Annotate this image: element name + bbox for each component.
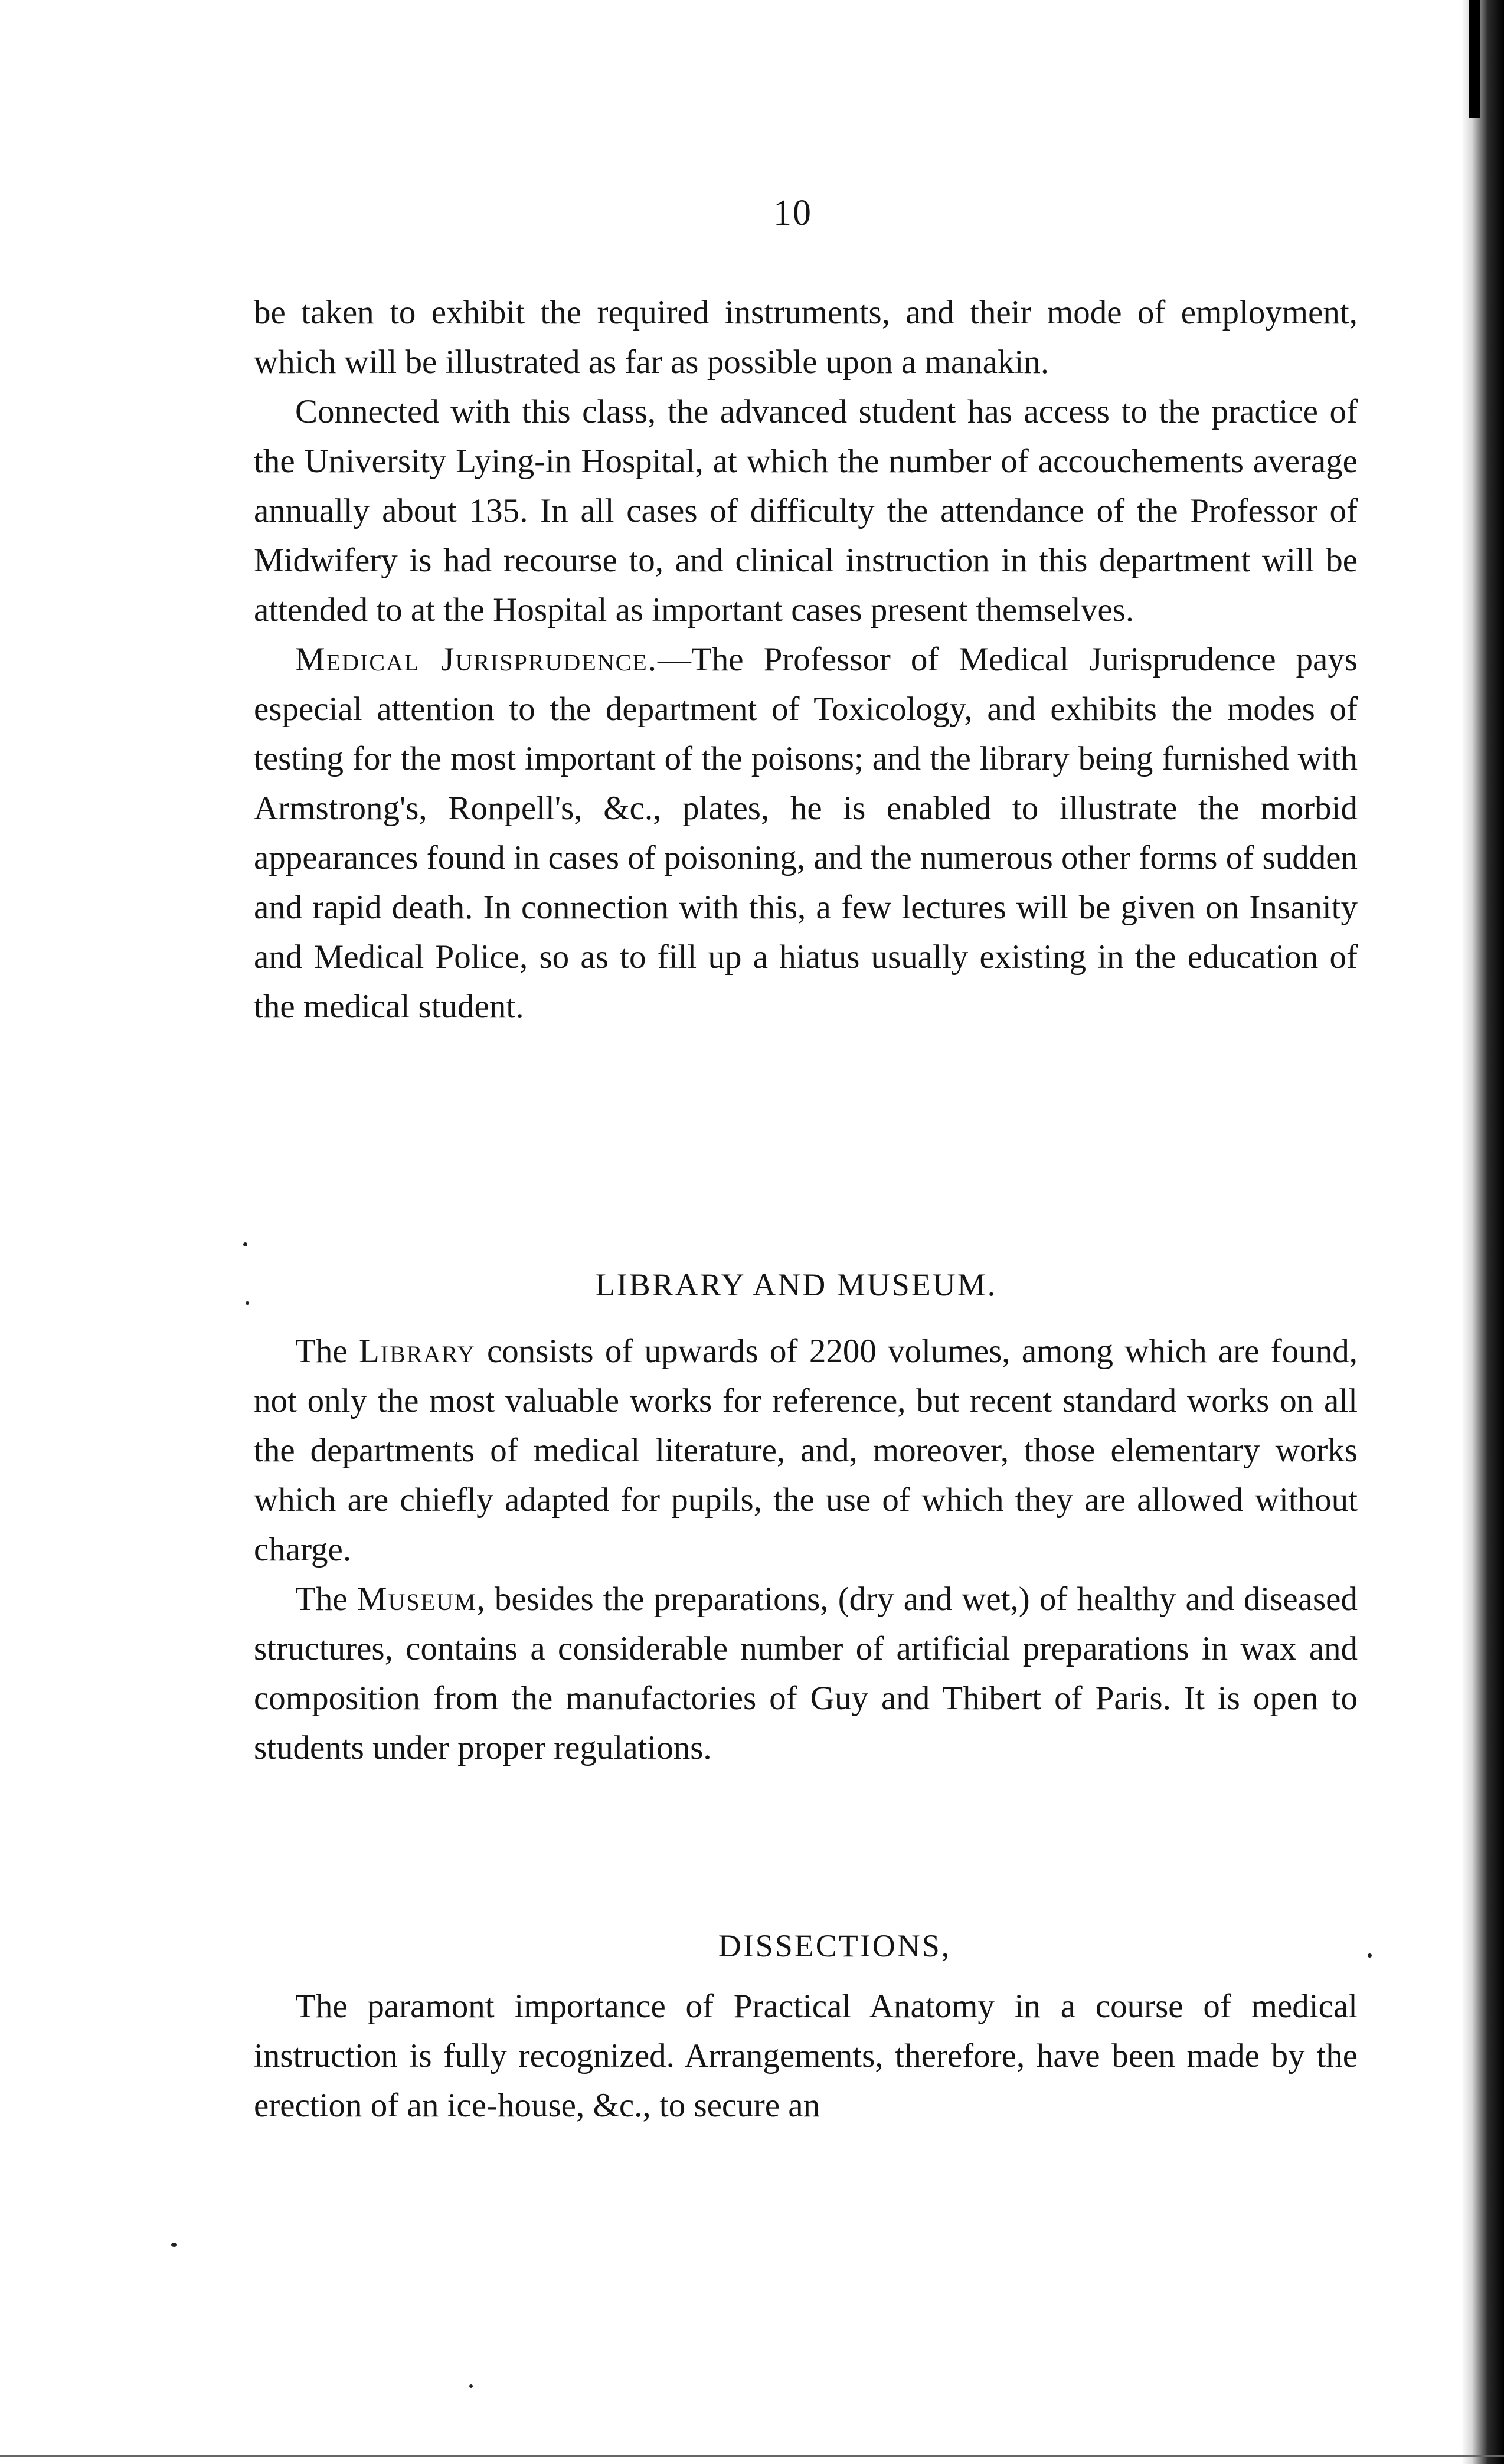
scan-speck — [246, 1301, 249, 1305]
paragraph-dissections: The paramont importance of Practical Anatomy in a course of medical instruction is fully recognized. Arrangements, therefore, have been made by the erection of an ice-house, &c., to secure an — [254, 1988, 1358, 2124]
paragraph-medical-jurisprudence — [254, 635, 1358, 1032]
medical-jurisprudence-text: —The Professor of Medical Jurisprudence pays especial attention to the department of Toxicology, and exhibits the modes of testing for the most important of the poisons; and the library being furnished with Armstrong's, Ronpell's, &c., plates, he is enabled to illustrate the morbid appearances found in cases of poisoning, and the numerous other forms of sudden and rapid death. In connection with this, a few lectures will be given on Insanity and Medical Police, so as to fill up a hiatus usually existing in the education of the medical student. — [254, 641, 1358, 1025]
scan-binding-edge-top — [1469, 0, 1480, 118]
body-text-top — [254, 288, 1358, 1032]
museum-label: Museum — [357, 1581, 477, 1618]
scan-speck — [171, 2243, 177, 2247]
page-number: 10 — [773, 193, 812, 233]
scan-speck — [243, 1242, 247, 1246]
library-and-museum-heading: LIBRARY AND MUSEUM. — [595, 1267, 998, 1303]
library-text: consists of upwards of 2200 volumes, among which are found, not only the most valuable works for reference, but recent standard works on all the departments of medical literature, and, moreover, those elementary works which are chiefly adapted for pupils, the use of which they are allowed without charge. — [254, 1333, 1358, 1568]
scan-bottom-edge — [0, 2455, 1504, 2457]
paragraph-museum — [254, 1575, 1358, 1773]
medical-jurisprudence-label: Medical Jurisprudence. — [295, 641, 658, 678]
paragraph-library — [254, 1327, 1358, 1575]
scan-speck — [469, 2384, 473, 2388]
paragraph-lying-in-hospital: Connected with this class, the advanced student has access to the practice of the University Lying-in Hospital, at which the number of accouchements average annually about 135. In all cases of difficulty the attendance of the Professor of Midwifery is had recourse to, and clinical instruction in this department will be attended to at the Hospital as important cases present themselves. — [254, 393, 1358, 629]
museum-text: , besides the preparations, (dry and wet,) of healthy and diseased structures, contains a considerable number of artificial preparations in wax and composition from the manufactories of Guy and Thibert of Paris. It is open to students under proper regulations. — [254, 1581, 1358, 1766]
body-text-dissections — [254, 1982, 1358, 2131]
scan-binding-edge — [1451, 0, 1504, 2464]
scan-speck — [1368, 1953, 1372, 1958]
library-label: Library — [358, 1333, 476, 1370]
body-text-library — [254, 1327, 1358, 1773]
paragraph-instruments: be taken to exhibit the required instruments, and their mode of employment, which will be illustrated as far as possible upon a manakin. — [254, 294, 1358, 381]
dissections-heading: DISSECTIONS, — [718, 1928, 952, 1964]
museum-lead: The — [295, 1581, 357, 1618]
library-lead: The — [295, 1333, 359, 1370]
